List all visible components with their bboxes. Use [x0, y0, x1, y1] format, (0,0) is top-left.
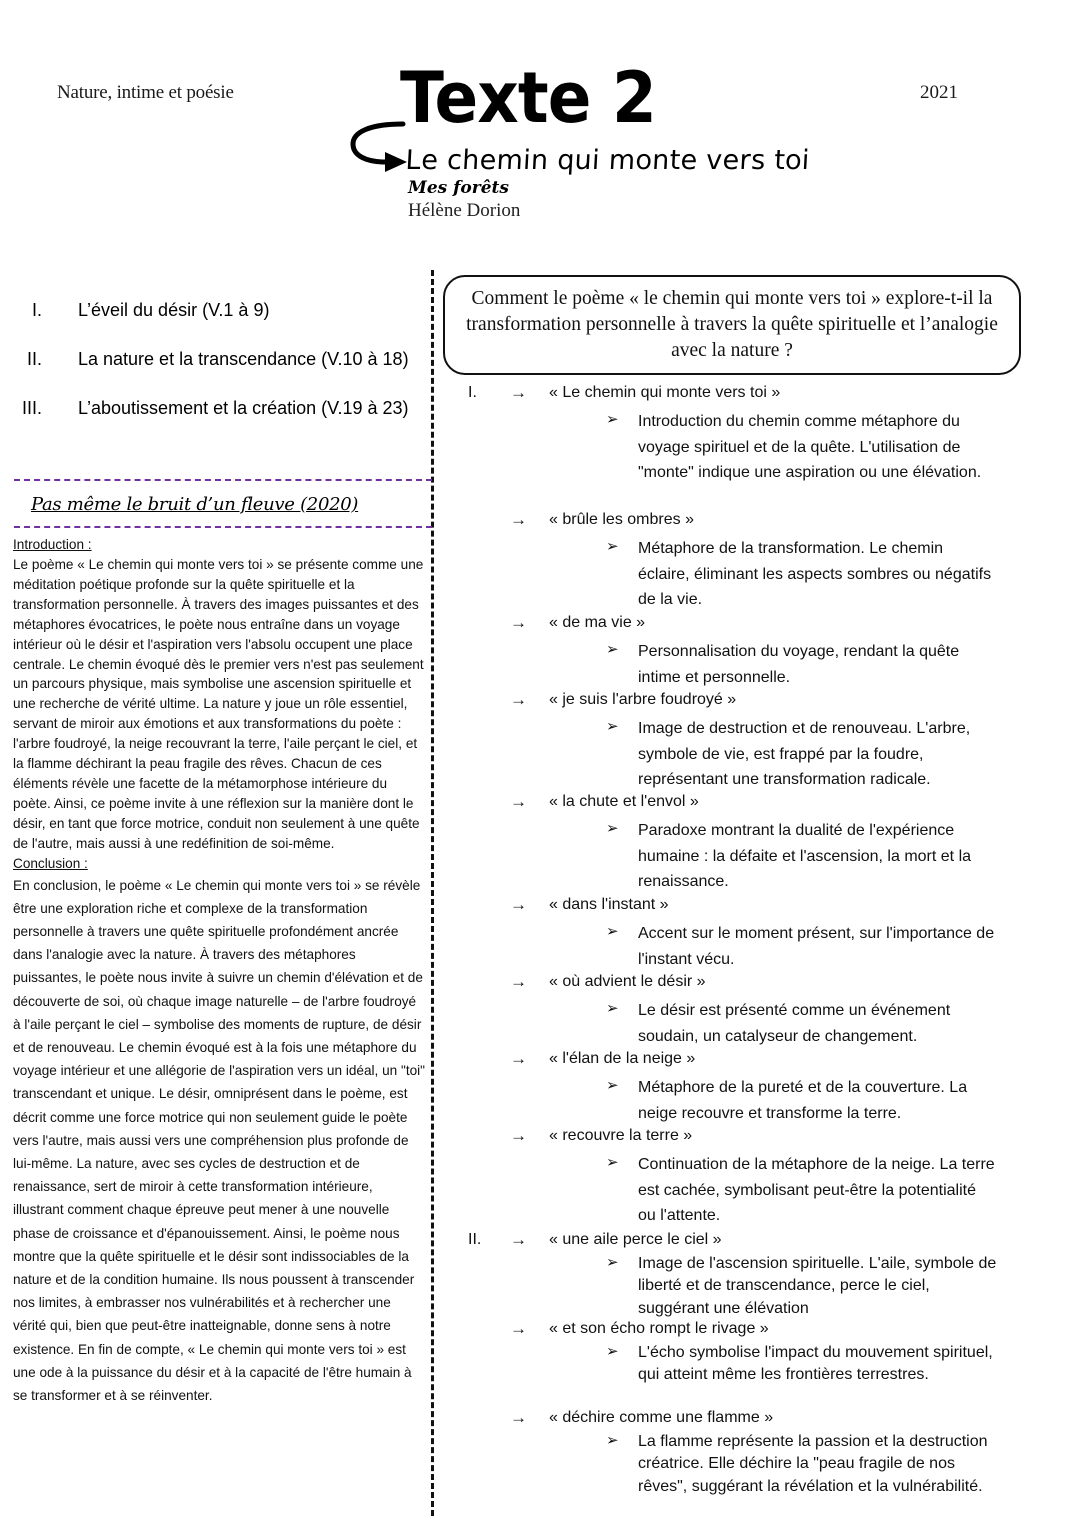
quote: « Le chemin qui monte vers toi »: [549, 384, 781, 401]
arrow-right-icon: →: [510, 1049, 527, 1068]
conclusion-paragraph: En conclusion, le poème « Le chemin qui monte vers toi » se révèle être une exploration riche et complexe de la transformation personnelle à travers une quête spirituelle profondément ancrée dans l'analogie avec la nature. À travers des métaphores puissantes, le poète nous invite à suivre un chemin d'élévation et de découverte de soi, où chaque image naturelle – de l'arbre foudroyé à l'aile perçant le ciel – symbolise des moments de rupture, de désir et de renouveau. Le chemin évoqué est à la fois une métaphore du voyage intérieur et une allégorie de l'aspiration vers un idéal, un "toi" transcendant et unique. Le désir, omniprésent dans le poème, est décrit comme une force motrice qui non seulement guide le poète vers l'autre, mais aussi vers une compréhension plus profonde de lui-même. La nature, avec ses cycles de destruction et de renaissance, sert de miroir à cette transformation intérieure, illustrant comment chaque épreuve peut mener à une nouvelle phase de croissance et d'épanouissement. Ainsi, le poème nous montre que la quête spirituelle et le désir sont indissociables de la nature et de la condition humaine. Ils nous poussent à transcender nos limites, à embrasser nos vulnérabilités et à rechercher une vérité qui, bien que peut-être inatteignable, donne sens à notre existence. En fin de compte, « Le chemin qui monte vers toi » est une ode à la puissance du désir et à la capacité de l'être humain à se transformer et à se réinventer.: [13, 877, 426, 1404]
related-work-title: Pas même le bruit d’un fleuve (2020): [31, 494, 359, 515]
quote-analysis: Accent sur le moment présent, sur l'importance de l'instant vécu.: [638, 925, 995, 968]
plan-item-number: III.: [21, 398, 42, 418]
quote: « la chute et l'envol »: [549, 793, 699, 810]
arrowhead-bullet-icon: ➢: [606, 1000, 619, 1017]
arrowhead-bullet-icon: ➢: [606, 538, 619, 555]
quote: « je suis l'arbre foudroyé »: [549, 691, 737, 708]
arrowhead-bullet-icon: ➢: [606, 1343, 619, 1360]
arrowhead-bullet-icon: ➢: [606, 1077, 619, 1094]
arrow-right-icon: →: [510, 1319, 527, 1338]
quote: « de ma vie »: [549, 614, 646, 631]
poem-title: Le chemin qui monte vers toi: [403, 145, 812, 176]
arrow-right-icon: →: [510, 1230, 527, 1249]
year-label: 2021: [920, 82, 958, 103]
quote-analysis: Introduction du chemin comme métaphore du voyage spirituel et de la quête. L'utilisation de "monte" indique une aspiration ou une élévation.: [638, 413, 982, 481]
quote: « et son écho rompt le rivage »: [549, 1320, 769, 1337]
arrow-right-icon: →: [510, 383, 527, 402]
part-number: II.: [468, 1231, 482, 1248]
plan-item-label: L’aboutissement et la création (V.19 à 23): [78, 398, 409, 418]
plan-item-number: II.: [26, 349, 42, 369]
quote: « brûle les ombres »: [549, 511, 694, 528]
arrow-right-icon: →: [510, 1408, 527, 1427]
arrowhead-bullet-icon: ➢: [606, 923, 619, 940]
author-name: Hélène Dorion: [408, 200, 521, 221]
arrowhead-bullet-icon: ➢: [606, 1432, 619, 1449]
arrowhead-bullet-icon: ➢: [606, 820, 619, 837]
arrowhead-bullet-icon: ➢: [606, 1154, 619, 1171]
quote-analysis: Continuation de la métaphore de la neige. La terre est cachée, symbolisant peut-être la potentialité ou l'attente.: [638, 1156, 995, 1224]
quote-analysis: Personnalisation du voyage, rendant la quête intime et personnelle.: [638, 643, 960, 686]
course-theme-label: Nature, intime et poésie: [57, 82, 234, 103]
plan-item-label: La nature et la transcendance (V.10 à 18): [78, 349, 409, 369]
section-divider: [14, 526, 432, 528]
plan-item-number: I.: [31, 300, 42, 320]
quote-analysis: L'écho symbolise l'impact du mouvement spirituel, qui atteint même les frontières terrestres.: [638, 1344, 993, 1384]
part-number: I.: [468, 384, 477, 401]
problematique-text: Comment le poème « le chemin qui monte vers toi » explore-t-il la transformation personnelle à travers la quête spirituelle et l’analogie avec la nature ?: [466, 288, 998, 361]
plan-item-label: L’éveil du désir (V.1 à 9): [78, 300, 270, 320]
quote-analysis: Image de destruction et de renouveau. L'arbre, symbole de vie, est frappé par la foudre, représentant une transformation radicale.: [638, 720, 971, 788]
arrow-right-icon: →: [510, 972, 527, 991]
arrow-right-icon: →: [510, 690, 527, 709]
collection-title: Mes forêts: [408, 178, 509, 198]
arrow-right-icon: →: [510, 613, 527, 632]
section-divider: [14, 479, 432, 481]
arrowhead-bullet-icon: ➢: [606, 718, 619, 735]
essay: [13, 535, 425, 1407]
quote: « recouvre la terre »: [549, 1127, 693, 1144]
quote: « une aile perce le ciel »: [549, 1231, 722, 1248]
column-divider: [431, 270, 434, 1516]
arrow-right-icon: →: [510, 792, 527, 811]
quote-analysis: Métaphore de la pureté et de la couverture. La neige recouvre et transforme la terre.: [638, 1079, 968, 1122]
quote: « déchire comme une flamme »: [549, 1409, 774, 1426]
arrowhead-bullet-icon: ➢: [606, 1254, 619, 1271]
problematique-box: [443, 275, 1021, 375]
arrow-right-icon: →: [510, 510, 527, 529]
quote-analysis: Métaphore de la transformation. Le chemin éclaire, éliminant les aspects sombres ou négatifs de la vie.: [638, 540, 992, 608]
quote-analysis: Le désir est présenté comme un événement soudain, un catalyseur de changement.: [638, 1002, 951, 1045]
arrowhead-bullet-icon: ➢: [606, 641, 619, 658]
intro-paragraph: Le poème « Le chemin qui monte vers toi » se présente comme une méditation poétique profonde sur la quête spirituelle et la transformation personnelle. À travers des images puissantes et des métaphores évocatrices, le poète nous entraîne dans un voyage intérieur où le désir et l'aspiration vers l'absolu occupent une place centrale. Le chemin évoqué dès le premier vers n'est pas seulement un parcours physique, mais symbolise une ascension spirituelle et une recherche de vérité ultime. La nature y joue un rôle essentiel, servant de miroir aux émotions et aux transformations du poète : l'arbre foudroyé, la neige recouvrant la terre, l'aile perçant le ciel, et la flamme déchirant la peau fragile des rêves. Chacun de ces éléments révèle une facette de la métamorphose intérieure du poète. Ainsi, ce poème invite à une réflexion sur la manière dont le désir, en tant que force motrice, conduit non seulement à une quête de l'autre, mais aussi à une redéfinition de soi-même.: [13, 557, 424, 851]
quote: « dans l'instant »: [549, 896, 669, 913]
arrowhead-bullet-icon: ➢: [606, 411, 619, 428]
quote-analysis: La flamme représente la passion et la destruction créatrice. Elle déchire la "peau fragile de nos rêves", suggérant la révélation et la vulnérabilité.: [638, 1433, 988, 1495]
arrow-right-icon: →: [510, 1126, 527, 1145]
intro-heading: Introduction :: [13, 537, 92, 552]
quote-analysis: Paradoxe montrant la dualité de l'expérience humaine : la défaite et l'ascension, la mort et la renaissance.: [638, 822, 972, 890]
quote: « où advient le désir »: [549, 973, 706, 990]
page-title: Texte 2: [400, 57, 656, 139]
arrow-right-icon: →: [510, 895, 527, 914]
quote: « l'élan de la neige »: [549, 1050, 696, 1067]
conclusion-heading: Conclusion :: [13, 855, 88, 871]
quote-analysis: Image de l'ascension spirituelle. L'aile, symbole de liberté et de transcendance, perce le ciel, suggérant une élévation: [638, 1255, 997, 1317]
